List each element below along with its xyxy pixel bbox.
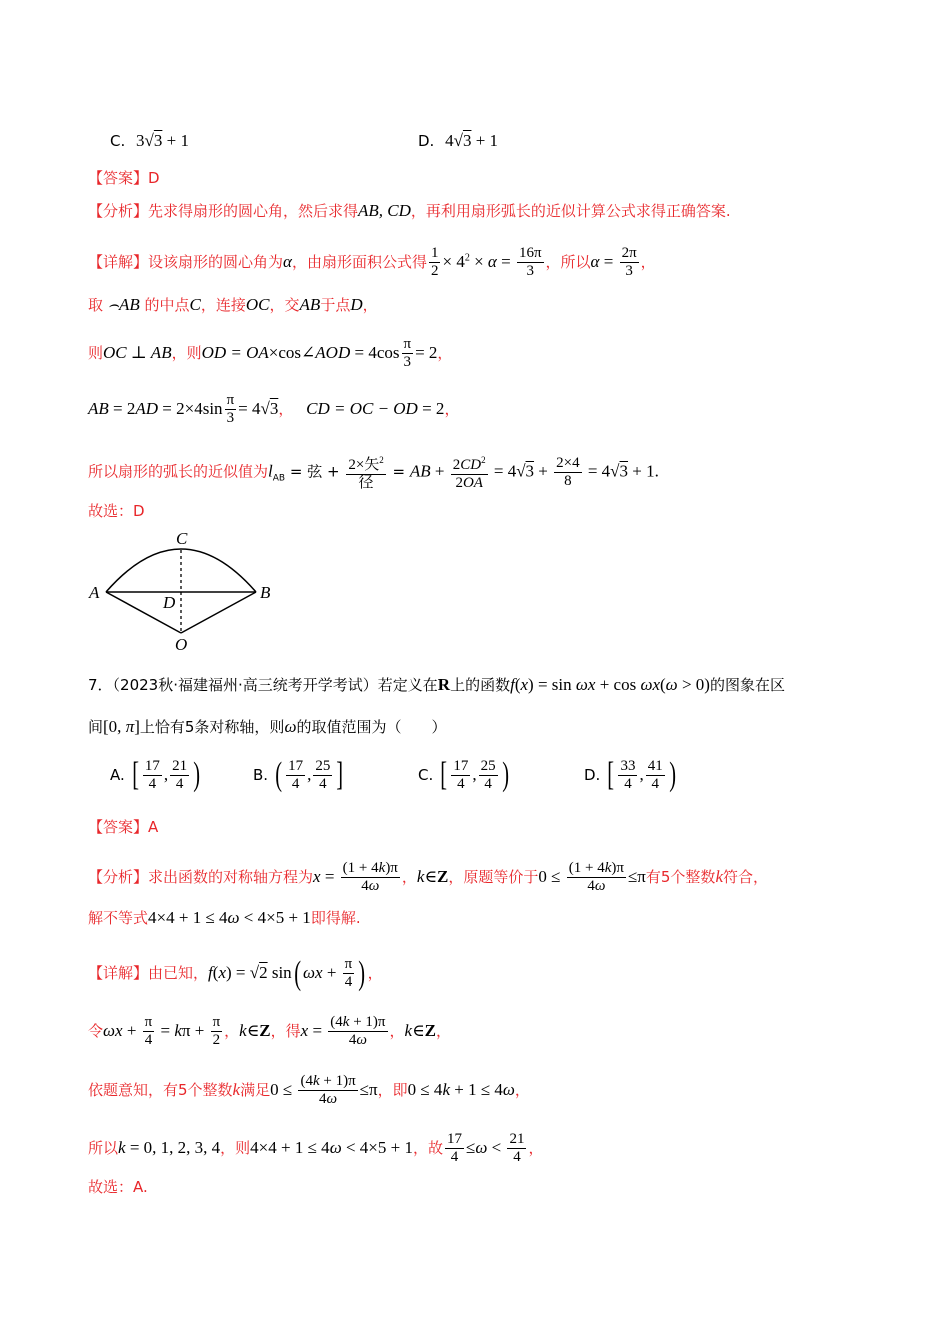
q6-answer: 【答案】D	[88, 169, 160, 187]
q6-option-d: D. 4√3 + 1	[418, 131, 499, 150]
q7-detail-line2: 令ωx + $\frac{\pi}{4}$ = kπ + $\frac{\pi}{2}$ ，k∈Z，得x = $\frac{(4k + 1)\pi}{4\omega}$ ，k∈Z，	[88, 1014, 452, 1048]
sector-figure	[84, 526, 284, 656]
q7-option-c[interactable]: C. [ $\frac{17}{4}$ , $\frac{25}{4}$ )	[418, 756, 509, 793]
q6-option-c: C. 3√3 + 1	[110, 131, 189, 150]
label-c: C	[176, 529, 188, 548]
q7-option-d[interactable]: D. [ $\frac{33}{4}$ , $\frac{41}{4}$ )	[584, 756, 676, 793]
label-d: D	[163, 593, 176, 612]
label-b: B	[260, 583, 271, 602]
q6-detail-line4: AB = 2AD = 2×4sin $\frac{\pi}{3}$ = 4√3， CD = OC − OD = 2，	[88, 392, 460, 426]
q7-analysis-line1: 【分析】求出函数的对称轴方程为x = $\frac{(1 + 4k)\pi}{4\omega}$ ，k∈Z，原题等价于0 ≤ $\frac{(1 + 4k)\pi}{4\omega}$ ≤π有5个整数k符合，	[88, 860, 768, 894]
q7-option-a[interactable]: A. [ $\frac{17}{4}$ , $\frac{21}{4}$ )	[110, 756, 201, 793]
q7-analysis-line2: 解不等式4×4 + 1 ≤ 4ω < 4×5 + 1即得解.	[88, 908, 361, 927]
q7-answer: 【答案】A	[88, 818, 159, 836]
q7-detail-line3: 依题意知，有5个整数k满足0 ≤ $\frac{(4k + 1)\pi}{4\omega}$ ≤π，即0 ≤ 4k + 1 ≤ 4ω，	[88, 1073, 530, 1107]
q7-detail-line4: 所以k = 0, 1, 2, 3, 4，则4×4 + 1 ≤ 4ω < 4×5 + 1，故 $\frac{17}{4}$ ≤ω < $\frac{21}{4}$ ，	[88, 1131, 544, 1165]
q7-stem-line1: 7．（2023秋·福建福州·高三统考开学考试）若定义在R上的函数f(x) = sin ωx + cos ωx(ω > 0)的图象在区	[88, 675, 785, 694]
q7-conclusion: 故选：A.	[88, 1178, 148, 1196]
q7-detail-line1: 【详解】由已知，f(x) = √2 sin( ωx + $\frac{\pi}{4}$ ) ，	[88, 954, 383, 992]
q6-detail-line5: 所以扇形的弧长的近似值为$l_{AB}$ = 弦 + $\frac{2\times 矢^2}{\text{径}}$ = AB + $\frac{2CD^2}{2OA}$ = 4√3 + $\frac{2\times 4}{8}$ = 4√3 + 1.	[88, 452, 659, 492]
label-o: O	[175, 635, 188, 654]
q6-detail-line1: 【详解】设该扇形的圆心角为α，由扇形面积公式得 $\frac{1}{2}$ × $4^2 \times \alpha$ = $\frac{16\pi}{3}$ ，所以α = $\frac{2\pi}{3}$ ，	[88, 245, 656, 279]
q6-detail-line3: 则OC ⊥ AB，则OD = OA×cos∠AOD = 4cos $\frac{\pi}{3}$ = 2，	[88, 336, 453, 370]
q6-analysis: 【分析】先求得扇形的圆心角，然后求得AB, CD，再利用扇形弧长的近似计算公式求得正确答案.	[88, 201, 731, 220]
q6-detail-line2: 取 ⌢AB 的中点C，连接OC，交AB于点D，	[88, 295, 378, 314]
q7-stem-line2: 间[0, π]上恰有5条对称轴，则ω的取值范围为（ ）	[88, 717, 447, 736]
q6-conclusion: 故选：D	[88, 502, 145, 520]
q7-option-b[interactable]: B. ( $\frac{17}{4}$ , $\frac{25}{4}$ ]	[253, 756, 344, 793]
label-a: A	[89, 583, 100, 602]
segment-bo	[181, 592, 256, 633]
